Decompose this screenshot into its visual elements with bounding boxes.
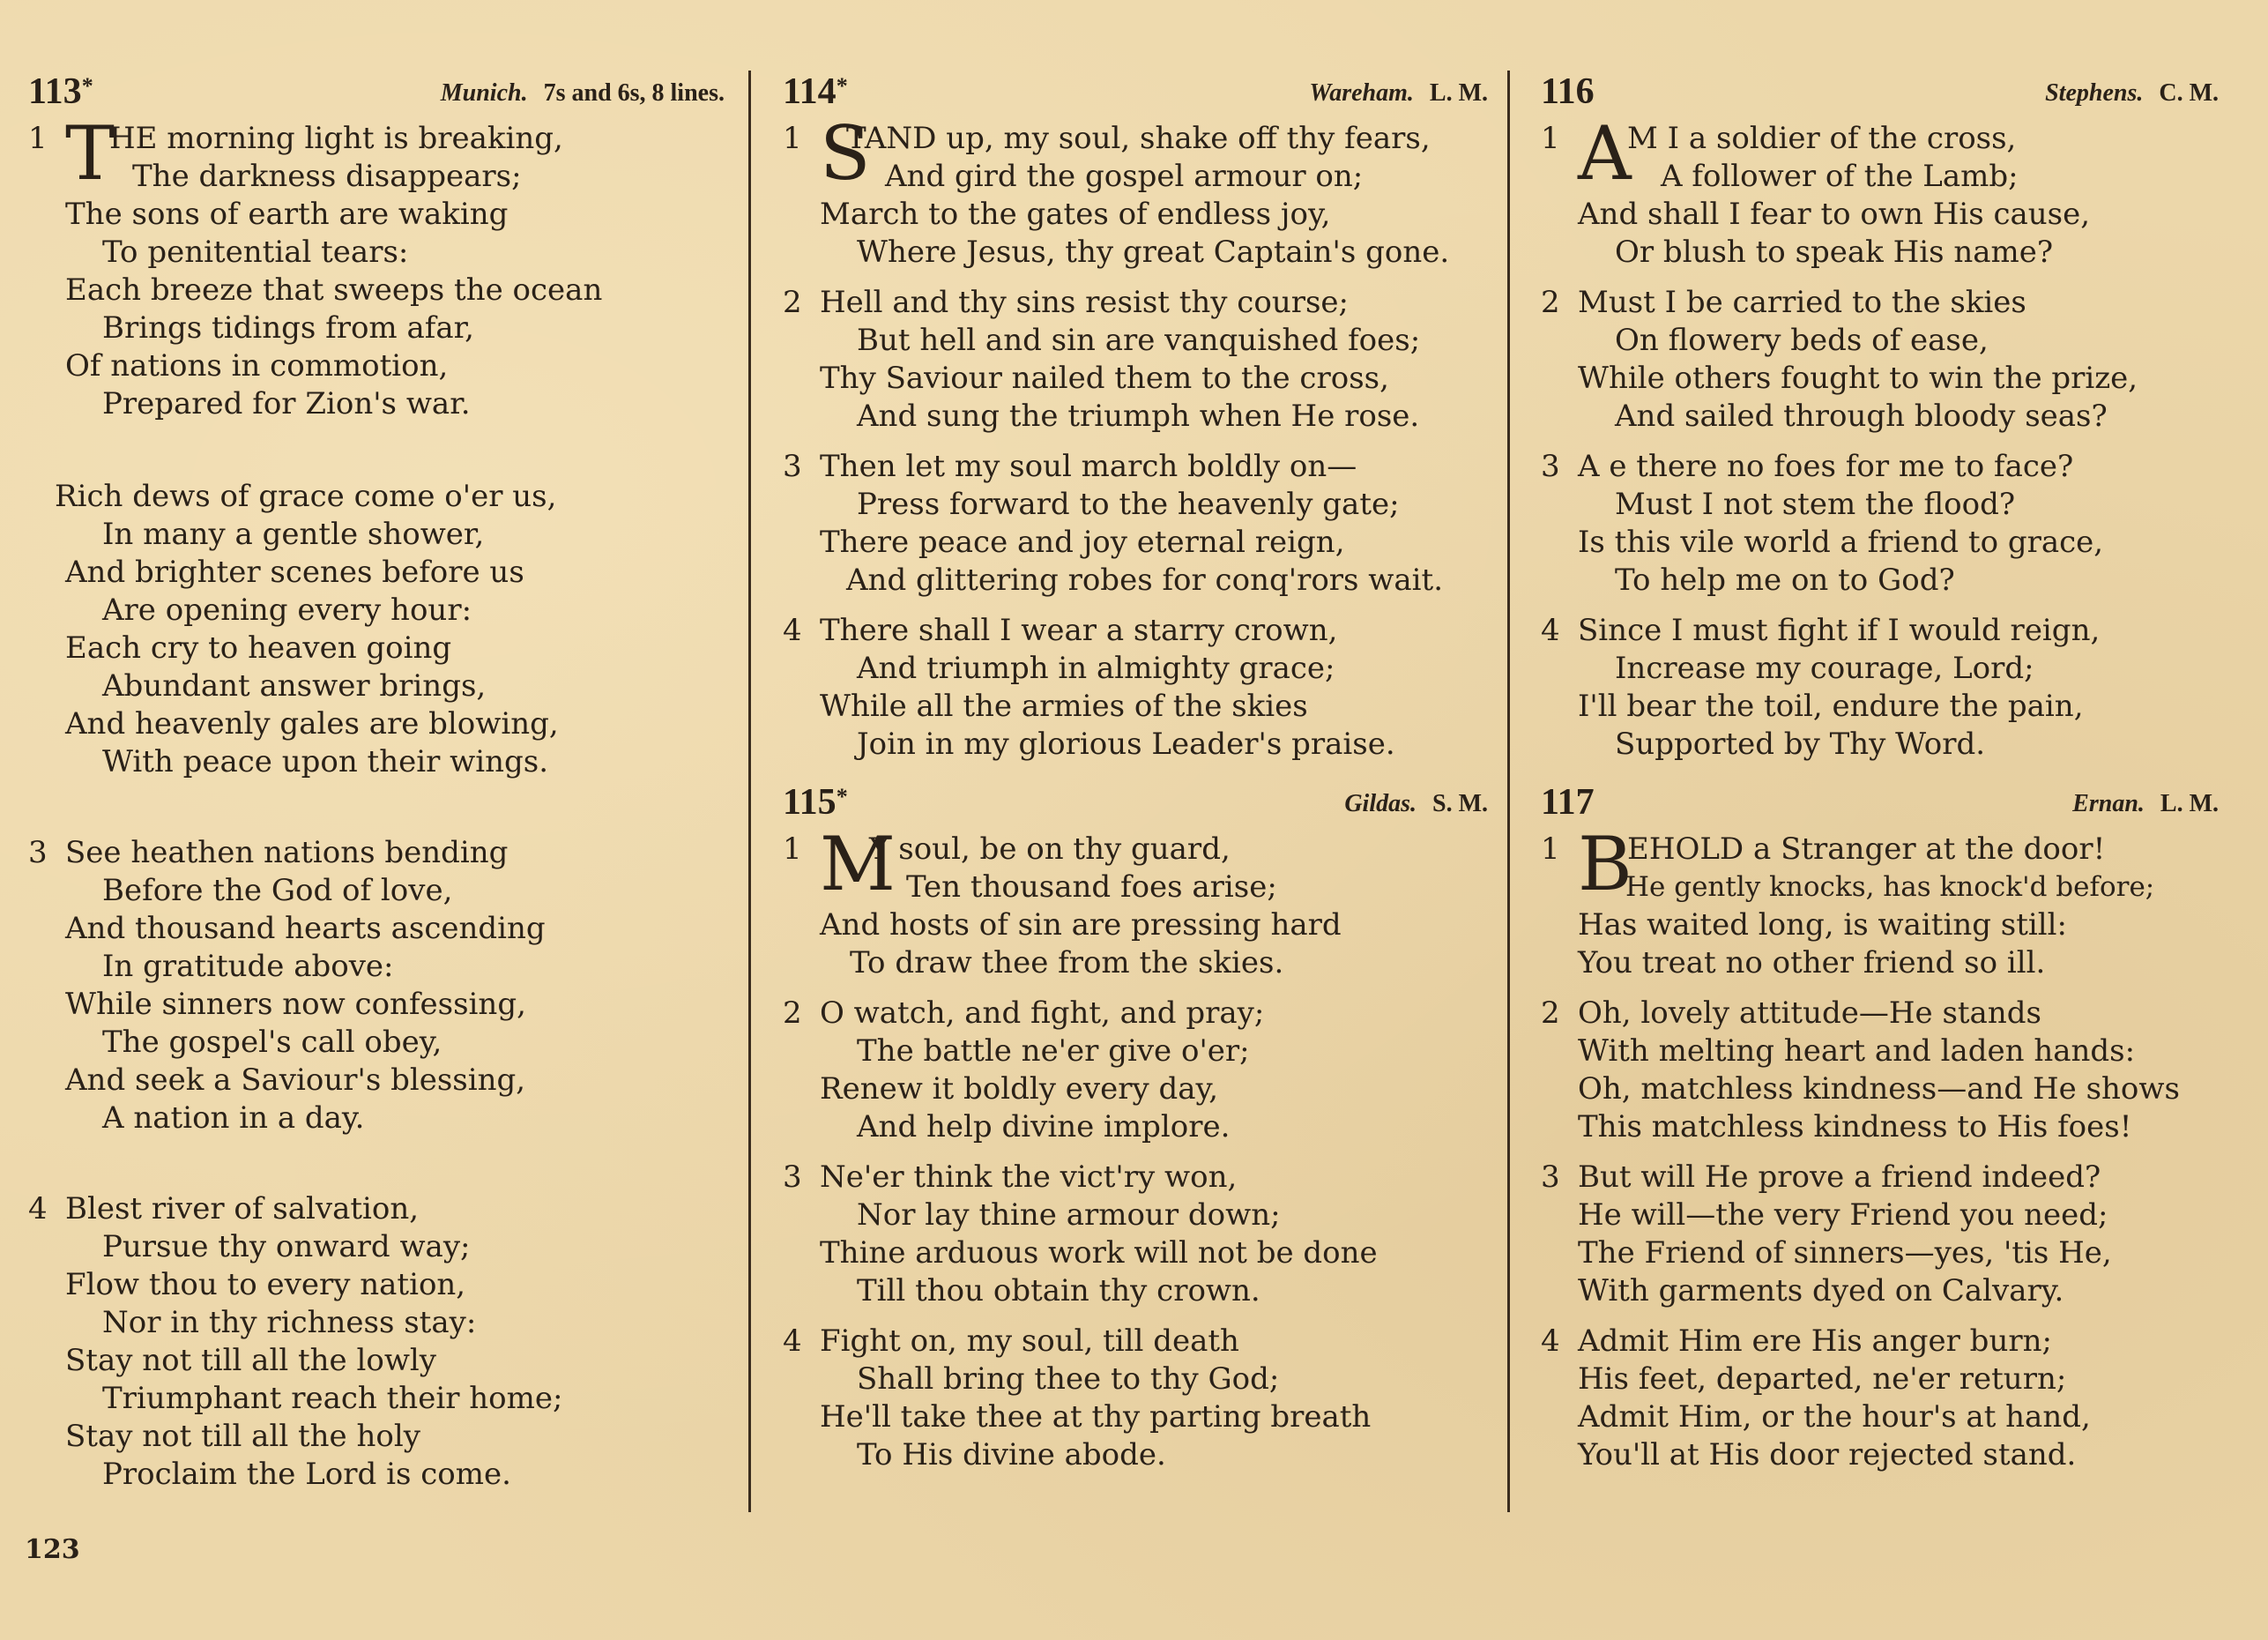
verse-line: A follower of the Lamb; (1661, 159, 2019, 194)
verse-3 (1541, 1159, 2250, 1310)
drop-cap: A (1578, 110, 1632, 197)
tune-name: Gildas. (1344, 790, 1417, 817)
verse-number: 3 (1541, 1159, 1560, 1195)
verse-line: Has waited long, is waiting still: (1578, 907, 2067, 943)
first-line-text: EHOLD a Stranger at the door! (1627, 831, 2106, 867)
verse-number: 1 (783, 121, 802, 156)
meter: L. M. (1429, 79, 1488, 107)
column-2 (783, 69, 1488, 1474)
verse-line: Supported by Thy Word. (1615, 727, 1986, 762)
verse-line: March to the gates of endless joy, (820, 197, 1331, 232)
verse-line: Thy Saviour nailed them to the cross, (820, 361, 1389, 396)
verse-line: You treat no other friend so ill. (1578, 945, 2046, 980)
verse-line: And triumph in almighty grace; (857, 651, 1335, 686)
verse-line: And thousand hearts ascending (65, 911, 546, 946)
verse-line: You'll at His door rejected stand. (1578, 1437, 2077, 1472)
verse-line: And glittering robes for conq'rors wait. (846, 563, 1444, 598)
verse-line: I'll bear the toil, endure the pain, (1578, 689, 2084, 724)
verse-number: 3 (783, 449, 802, 484)
verse-line: Proclaim the Lord is come. (102, 1457, 511, 1492)
verse-line: Thine arduous work will not be done (820, 1235, 1378, 1271)
drop-cap: M (820, 821, 896, 907)
hymn-number: 116 (1541, 71, 1595, 112)
verse-line: But hell and sin are vanquished foes; (857, 323, 1421, 358)
verse-4 (28, 1190, 725, 1494)
verse-2 (1541, 995, 2250, 1146)
verse-line: Admit Him ere His anger burn; (1578, 1323, 2052, 1359)
verse-number: 1 (1541, 121, 1560, 156)
verse-line: His feet, departed, ne'er return; (1578, 1361, 2067, 1397)
first-line-text: Y soul, be on thy guard, (869, 831, 1231, 867)
verse-line: Till thou obtain thy crown. (857, 1273, 1260, 1308)
verse-number: 4 (1541, 613, 1560, 648)
verse-line: And gird the gospel armour on; (885, 159, 1364, 194)
verse-2 (783, 284, 1488, 436)
verse-line: Each cry to heaven going (65, 630, 452, 666)
verse-line: There peace and joy eternal reign, (820, 525, 1345, 560)
verse-number: 1 (783, 831, 802, 867)
verse-line: Brings tidings from afar, (102, 310, 474, 346)
verse-line: Admit Him, or the hour's at hand, (1578, 1399, 2091, 1435)
verse-line: Press forward to the heavenly gate; (857, 487, 1400, 522)
verse-line: In gratitude above: (102, 949, 394, 984)
verse-4 (783, 612, 1488, 764)
column-1 (28, 69, 725, 1494)
verse-line: Ten thousand foes arise; (906, 869, 1277, 905)
verse-4 (1541, 612, 2250, 764)
meter: S. M. (1432, 790, 1488, 817)
tune-meter (2072, 786, 2219, 822)
verse-line: And hosts of sin are pressing hard (820, 907, 1342, 943)
verse-line: The gospel's call obey, (102, 1025, 442, 1060)
verse-line: Ne'er think the vict'ry won, (820, 1159, 1238, 1195)
verse-number: 3 (783, 1159, 802, 1195)
verse-1 (1541, 821, 2250, 982)
verse-line: Is this vile world a friend to grace, (1578, 525, 2104, 560)
verse-line: Oh, matchless kindness—and He shows (1578, 1071, 2180, 1107)
verse-line: To penitential tears: (102, 235, 409, 270)
verse-line: Are opening every hour: (102, 593, 472, 628)
verse-number: 4 (1541, 1323, 1560, 1359)
verse-line: Each breeze that sweeps the ocean (65, 272, 603, 308)
hymn-115-header (783, 779, 1488, 825)
verse-number: 1 (1541, 831, 1560, 867)
verse-line: Stay not till all the lowly (65, 1343, 437, 1378)
hymn-number: 114* (783, 71, 848, 112)
first-line-text: HE morning light is breaking, (109, 121, 563, 156)
verse-line: Before the God of love, (102, 873, 453, 908)
verse-line: And sailed through bloody seas? (1615, 399, 2108, 434)
verse-line: The Friend of sinners—yes, 'tis He, (1578, 1235, 2112, 1271)
verse-line: This matchless kindness to His foes! (1578, 1109, 2132, 1144)
verse-2 (1541, 284, 2250, 436)
meter: C. M. (2159, 79, 2219, 107)
verse-line: But will He prove a friend indeed? (1578, 1159, 2101, 1195)
verse-line: O watch, and fight, and pray; (820, 995, 1265, 1031)
verse-1 (783, 821, 1488, 982)
verse-line: The sons of earth are waking (65, 197, 509, 232)
verse-line: Blest river of salvation, (65, 1191, 420, 1226)
hymn-number: 115* (783, 782, 848, 823)
verse-line: On flowery beds of ease, (1615, 323, 1989, 358)
verse-line: Hell and thy sins resist thy course; (820, 285, 1349, 320)
verse-line: Or blush to speak His name? (1615, 235, 2054, 270)
verse-3 (1541, 448, 2250, 600)
verse-line: While sinners now confessing, (65, 987, 526, 1022)
verse-line: To help me on to God? (1615, 563, 1955, 598)
hymn-116-header (1541, 69, 2250, 115)
verse-line: And shall I fear to own His cause, (1578, 197, 2091, 232)
verse-number: 4 (783, 1323, 802, 1359)
verse-line: Triumphant reach their home; (102, 1381, 563, 1416)
verse-line: With peace upon their wings. (102, 744, 549, 779)
verse-line: And sung the triumph when He rose. (857, 399, 1420, 434)
page-number: 123 (25, 1534, 80, 1565)
verse-line: Join in my glorious Leader's praise. (857, 727, 1395, 762)
verse-4 (783, 1323, 1488, 1474)
tune-meter (2045, 76, 2219, 111)
verse-line: In many a gentle shower, (102, 517, 485, 552)
verse-number: 2 (1541, 285, 1560, 320)
tune-meter (1344, 786, 1488, 822)
verse-line: Must I be carried to the skies (1578, 285, 2026, 320)
verse-1 (783, 110, 1488, 272)
verse-number: 4 (783, 613, 802, 648)
hymn-114-header (783, 69, 1488, 115)
verse-line: A nation in a day. (102, 1100, 365, 1136)
hymn-number: 113* (28, 71, 93, 112)
verse-line: Rich dews of grace come o'er us, (55, 479, 557, 514)
verse-number: 2 (1541, 995, 1560, 1031)
tune-name: Munich. (440, 79, 528, 107)
hymn-117-header (1541, 779, 2250, 825)
verse-line: There shall I wear a starry crown, (820, 613, 1338, 648)
verse-line: Oh, lovely attitude—He stands (1578, 995, 2041, 1031)
verse-3 (28, 834, 725, 1137)
verse-line: While all the armies of the skies (820, 689, 1308, 724)
verse-line: And seek a Saviour's blessing, (65, 1062, 526, 1098)
verse-line: And help divine implore. (857, 1109, 1231, 1144)
verse-line: Stay not till all the holy (65, 1419, 420, 1454)
verse-3 (783, 1159, 1488, 1310)
verse-line: Nor lay thine armour down; (857, 1197, 1281, 1233)
drop-cap: B (1578, 821, 1632, 907)
verse-number: 2 (783, 285, 802, 320)
verse-line: Abundant answer brings, (102, 668, 487, 704)
first-line-text: TAND up, my soul, shake off thy fears, (846, 121, 1431, 156)
tune-name: Stephens. (2045, 79, 2144, 107)
verse-line: Shall bring thee to thy God; (857, 1361, 1280, 1397)
verse-2 (28, 478, 725, 781)
verse-line: The battle ne'er give o'er; (857, 1033, 1250, 1069)
verse-number: 4 (28, 1191, 48, 1226)
tune-meter (441, 76, 725, 111)
verse-line: Where Jesus, thy great Captain's gone. (857, 235, 1450, 270)
verse-line: He'll take thee at thy parting breath (820, 1399, 1372, 1435)
verse-1 (28, 110, 725, 423)
verse-number: 1 (28, 121, 48, 156)
verse-line: To draw thee from the skies. (850, 945, 1284, 980)
meter: 7s and 6s, 8 lines. (543, 79, 725, 107)
tune-meter (1309, 76, 1488, 111)
drop-cap: T (65, 110, 115, 197)
verse-3 (783, 448, 1488, 600)
column-3 (1541, 69, 2250, 1474)
verse-line: And heavenly gales are blowing, (65, 706, 559, 742)
verse-number: 2 (783, 995, 802, 1031)
column-divider-right (1507, 71, 1510, 1512)
verse-line: See heathen nations bending (65, 835, 509, 870)
verse-line: Fight on, my soul, till death (820, 1323, 1239, 1359)
verse-line: Increase my courage, Lord; (1615, 651, 2034, 686)
drop-cap: S (820, 110, 871, 197)
verse-line: Pursue thy onward way; (102, 1229, 471, 1264)
tune-name: Ernan. (2072, 790, 2145, 817)
verse-line: Nor in thy richness stay: (102, 1305, 477, 1340)
verse-line: Since I must fight if I would reign, (1578, 613, 2101, 648)
verse-line: Must I not stem the flood? (1615, 487, 2016, 522)
verse-line: Of nations in commotion, (65, 348, 449, 384)
verse-line: And brighter scenes before us (65, 555, 524, 590)
hymn-number: 117 (1541, 782, 1595, 823)
verse-line: The darkness disappears; (132, 159, 522, 194)
verse-line: With garments dyed on Calvary. (1578, 1273, 2064, 1308)
meter: L. M. (2160, 790, 2219, 817)
verse-line: Flow thou to every nation, (65, 1267, 466, 1302)
verse-line: Then let my soul march boldly on— (820, 449, 1357, 484)
verse-line: A e there no foes for me to face? (1578, 449, 2074, 484)
verse-line: To His divine abode. (857, 1437, 1166, 1472)
column-divider-left (748, 71, 751, 1512)
verse-line: While others fought to win the prize, (1578, 361, 2138, 396)
verse-line: He gently knocks, has knock'd before; (1625, 871, 2155, 903)
verse-line: He will—the very Friend you need; (1578, 1197, 2108, 1233)
first-line-text: M I a soldier of the cross, (1627, 121, 2017, 156)
hymn-113-header (28, 69, 725, 115)
verse-line: With melting heart and laden hands: (1578, 1033, 2136, 1069)
verse-line: Prepared for Zion's war. (102, 386, 471, 421)
verse-1 (1541, 110, 2250, 272)
verse-line: Renew it boldly every day, (820, 1071, 1219, 1107)
verse-2 (783, 995, 1488, 1146)
verse-4 (1541, 1323, 2250, 1474)
tune-name: Wareham. (1309, 79, 1414, 107)
verse-number: 3 (28, 835, 48, 870)
verse-number: 3 (1541, 449, 1560, 484)
